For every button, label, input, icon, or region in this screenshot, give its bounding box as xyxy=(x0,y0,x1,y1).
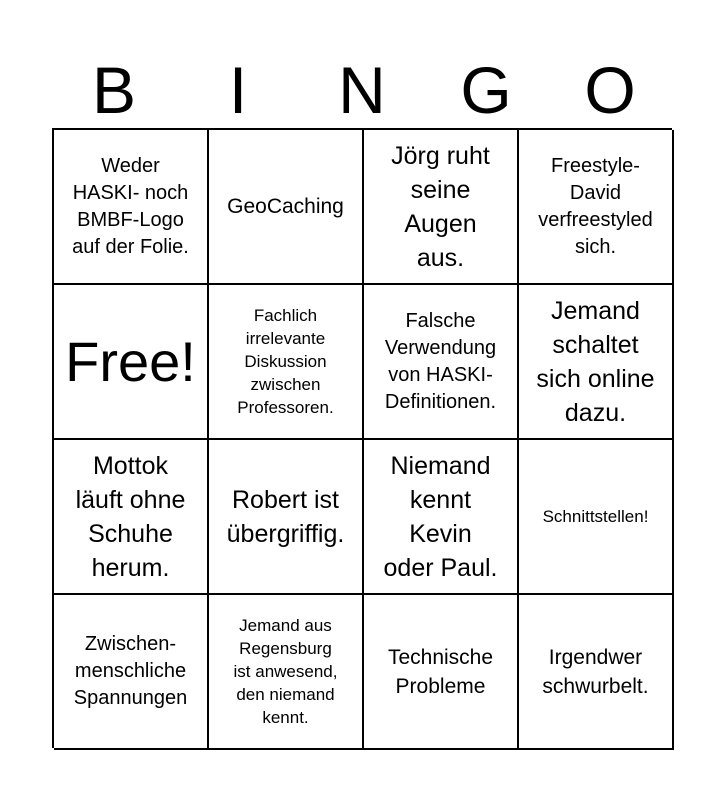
bingo-cell[interactable] xyxy=(54,595,209,750)
bingo-cell[interactable] xyxy=(364,285,519,440)
cell-text: Irgendwer schwurbelt. xyxy=(542,645,649,698)
cell-text: Robert ist übergriffig. xyxy=(226,485,345,548)
bingo-cell[interactable] xyxy=(364,595,519,750)
bingo-cell[interactable] xyxy=(209,130,364,285)
bingo-title xyxy=(52,52,672,128)
title-letter-i: I xyxy=(228,53,248,127)
title-letter-n: N xyxy=(338,53,386,127)
bingo-cell[interactable] xyxy=(364,130,519,285)
cell-text: Mottok läuft ohne Schuhe herum. xyxy=(75,451,186,582)
free-cell[interactable] xyxy=(54,285,209,440)
cell-text: Technische Probleme xyxy=(387,645,494,698)
bingo-cell[interactable] xyxy=(519,595,674,750)
bingo-cell[interactable] xyxy=(54,440,209,595)
cell-text: Weder HASKI- noch BMBF-Logo auf der Folie. xyxy=(72,154,189,258)
cell-text: Fachlich irrelevante Diskussion zwischen Professoren. xyxy=(237,306,334,417)
cell-text: Freestyle- David verfreestyled sich. xyxy=(538,154,653,258)
bingo-cell[interactable] xyxy=(209,285,364,440)
bingo-cell[interactable] xyxy=(209,595,364,750)
cell-text: Zwischen- menschliche Spannungen xyxy=(73,633,188,709)
cell-text: Jörg ruht seine Augen aus. xyxy=(391,141,490,272)
bingo-cell[interactable] xyxy=(364,440,519,595)
title-letter-b: B xyxy=(91,53,137,127)
cell-text: Falsche Verwendung von HASKI- Definitionen. xyxy=(384,309,497,413)
cell-text: GeoCaching xyxy=(227,195,344,218)
bingo-cell[interactable] xyxy=(519,440,674,595)
title-letter-g: G xyxy=(460,53,512,127)
bingo-cell[interactable] xyxy=(54,130,209,285)
title-letter-o: O xyxy=(584,53,636,127)
bingo-grid xyxy=(52,128,672,748)
cell-text: Free! xyxy=(65,329,196,393)
cell-text: Jemand schaltet sich online dazu. xyxy=(536,296,655,427)
bingo-cell[interactable] xyxy=(519,130,674,285)
cell-text: Niemand kennt Kevin oder Paul. xyxy=(383,451,498,582)
cell-text: Schnittstellen! xyxy=(542,507,649,526)
cell-text: Jemand aus Regensburg ist anwesend, den niemand kennt. xyxy=(233,616,338,727)
bingo-cell[interactable] xyxy=(209,440,364,595)
bingo-cell[interactable] xyxy=(519,285,674,440)
